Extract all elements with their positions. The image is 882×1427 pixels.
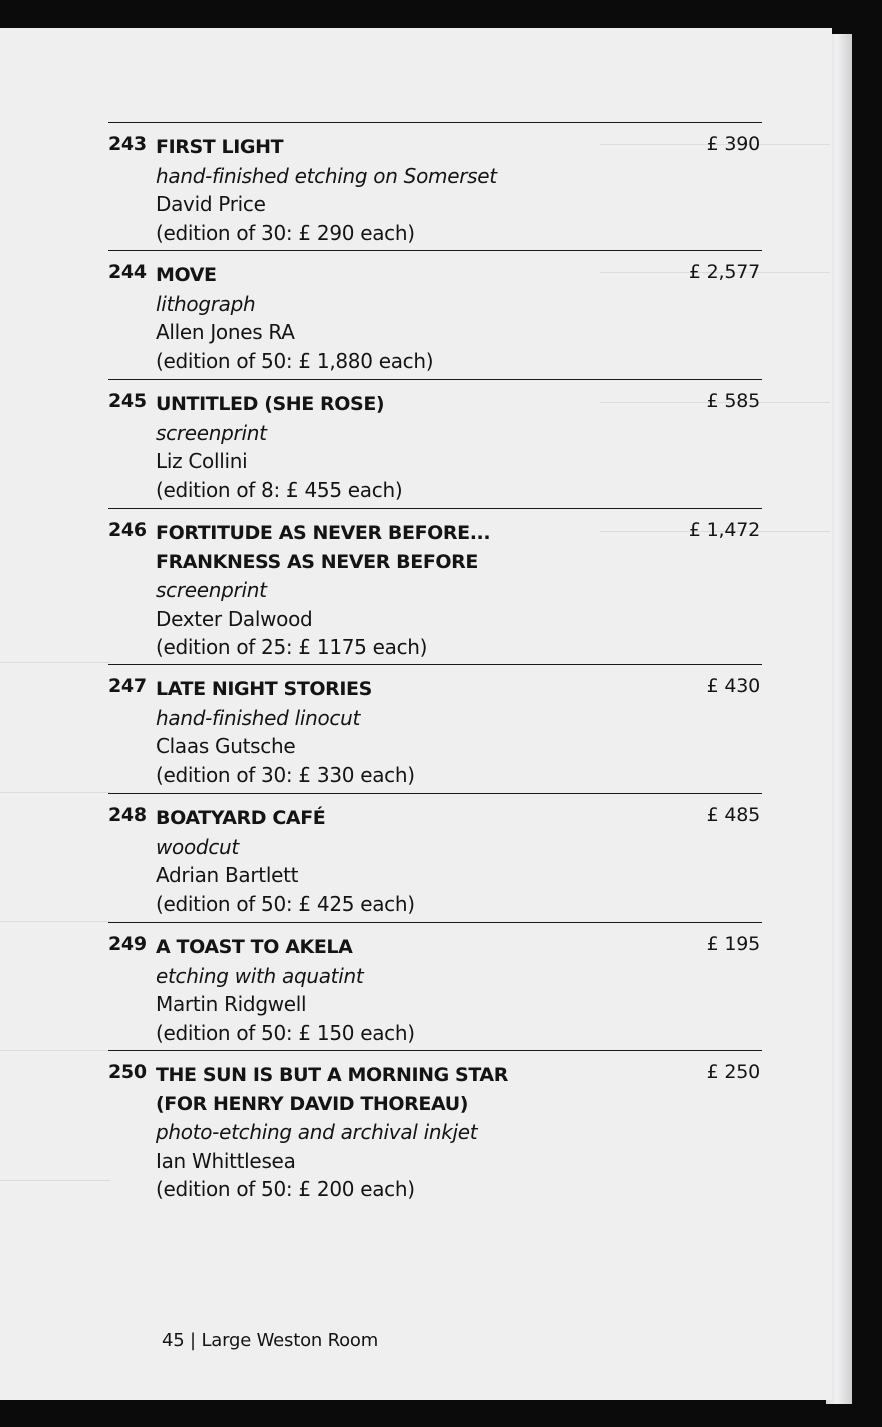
catalogue-entry (108, 664, 762, 794)
catalogue-entry (108, 508, 762, 665)
catalogue-entry (108, 1050, 762, 1211)
entry-title: FIRST LIGHT (156, 136, 284, 158)
entry-medium: etching with aquatint (156, 963, 364, 988)
entry-title: UNTITLED (SHE ROSE) (156, 393, 385, 415)
entry-edition: (edition of 30: £ 290 each) (156, 220, 415, 245)
entry-medium: photo-etching and archival inkjet (156, 1120, 478, 1144)
entry-medium: screenprint (156, 420, 267, 445)
entry-title: LATE NIGHT STORIES (156, 678, 372, 700)
entry-medium: woodcut (156, 834, 239, 859)
entry-artist: Claas Gutsche (156, 734, 296, 758)
entry-title: FORTITUDE AS NEVER BEFORE... FRANKNESS AS NEVER BEFORE (156, 522, 491, 573)
catalogue-entry (108, 793, 762, 923)
catalogue-entry (108, 922, 762, 1051)
room-name: Large Weston Room (201, 1330, 379, 1351)
entry-title: A TOAST TO AKELA (156, 936, 353, 958)
page-number: 45 (162, 1330, 185, 1351)
entry-details (156, 519, 616, 662)
entry-details (156, 133, 676, 247)
entry-edition: (edition of 50: £ 150 each) (156, 1020, 415, 1045)
entry-title: BOATYARD CAFÉ (156, 807, 326, 829)
entry-price: £ 430 (706, 675, 760, 697)
entry-price: £ 2,577 (688, 261, 760, 283)
entry-number: 246 (108, 519, 147, 541)
catalogue-entry (108, 379, 762, 509)
entry-price: £ 1,472 (688, 519, 760, 541)
entry-details (156, 1061, 556, 1204)
entry-title: THE SUN IS BUT A MORNING STAR (FOR HENRY DAVID THOREAU) (156, 1064, 508, 1115)
entry-number: 250 (108, 1061, 147, 1083)
entry-artist: Ian Whittlesea (156, 1148, 296, 1173)
entry-edition: (edition of 50: £ 200 each) (156, 1177, 415, 1201)
entry-artist: Liz Collini (156, 449, 248, 473)
entry-price: £ 250 (706, 1061, 760, 1083)
entry-number: 244 (108, 261, 147, 283)
entry-medium: screenprint (156, 578, 267, 602)
entry-artist: David Price (156, 192, 266, 216)
entry-title: MOVE (156, 264, 217, 286)
entry-medium: hand-finished etching on Somerset (156, 163, 497, 188)
entry-number: 245 (108, 390, 147, 412)
footer-separator: | (190, 1330, 196, 1351)
entry-edition: (edition of 25: £ 1175 each) (156, 635, 428, 659)
entry-number: 243 (108, 133, 147, 155)
entry-price: £ 585 (706, 390, 760, 412)
entry-price: £ 390 (706, 133, 760, 155)
page-footer (162, 1330, 378, 1351)
entry-details (156, 261, 676, 375)
entry-edition: (edition of 50: £ 1,880 each) (156, 348, 434, 373)
entry-medium: hand-finished linocut (156, 705, 361, 730)
entry-details (156, 933, 676, 1047)
entry-details (156, 675, 676, 789)
entry-artist: Allen Jones RA (156, 320, 295, 344)
catalogue-entry (108, 122, 762, 251)
entry-number: 249 (108, 933, 147, 955)
entry-number: 248 (108, 804, 147, 826)
entry-details (156, 804, 676, 918)
entry-price: £ 485 (706, 804, 760, 826)
entry-details (156, 390, 676, 504)
entry-artist: Martin Ridgwell (156, 992, 307, 1016)
entry-edition: (edition of 30: £ 330 each) (156, 762, 415, 787)
entry-artist: Dexter Dalwood (156, 606, 313, 631)
entry-number: 247 (108, 675, 147, 697)
entry-price: £ 195 (706, 933, 760, 955)
catalogue-page (0, 28, 832, 1400)
entry-edition: (edition of 8: £ 455 each) (156, 477, 403, 502)
entry-medium: lithograph (156, 291, 256, 316)
entry-artist: Adrian Bartlett (156, 863, 299, 887)
entry-edition: (edition of 50: £ 425 each) (156, 891, 415, 916)
catalogue-entry (108, 250, 762, 380)
